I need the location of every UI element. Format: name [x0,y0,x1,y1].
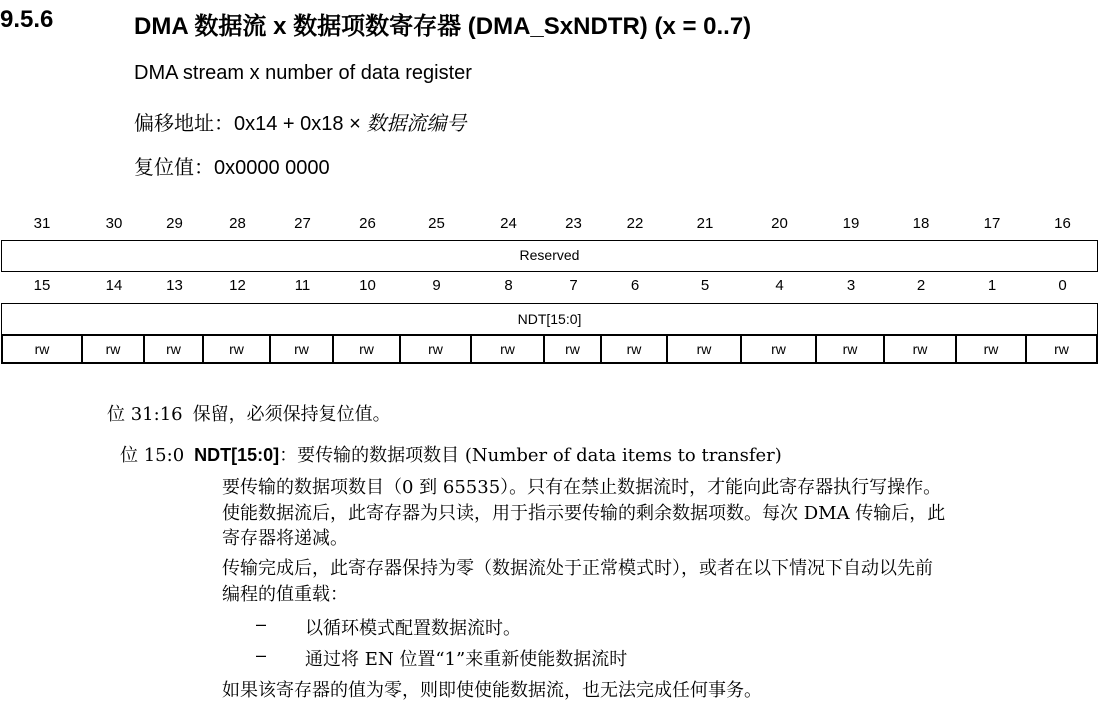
bit-number: 31 [33,215,51,232]
bit-number: 10 [359,277,376,294]
ndt-field [1,303,1098,336]
offset-stream-number: 数据流编号 [366,111,467,135]
bit-number: 16 [1054,215,1071,232]
bit-number: 2 [916,277,926,294]
bit-number: 7 [569,277,578,294]
reset-label: 复位值： [134,155,214,179]
bit-number: 28 [229,215,246,232]
bit-number: 26 [359,215,376,232]
access-cell: rw [145,334,204,364]
bit-number: 6 [630,277,640,294]
ndt-paragraph-4: 如果该寄存器的值为零，则即使使能数据流，也无法完成任何事务。 [222,680,762,701]
bits-15-0-header [120,441,782,467]
access-cell: rw [817,334,885,364]
upper-bit-numbers [0,215,1100,235]
bit-number: 14 [105,277,123,294]
access-cell: rw [1,334,83,364]
bits-15-0-label: 位 15:0 [120,445,185,466]
offset-value: 0x14 + 0x18 × [234,113,367,135]
bit-number: 9 [432,277,441,294]
ndt-field-name: NDT[15:0] [194,445,280,465]
access-cell: rw [742,334,817,364]
reserved-field [1,240,1098,272]
bit-number: 5 [700,277,710,294]
ndt-paragraph-2a: 使能数据流后，此寄存器为只读，用于指示要传输的剩余数据项数。每次 DMA 传输后，此 [222,503,946,524]
lower-bit-numbers [0,277,1100,297]
bits-31-16-label: 位 31:16 [107,404,183,425]
offset-address [134,107,466,136]
bit-number: 29 [166,215,183,232]
bit-number: 24 [500,215,517,232]
access-row [1,334,1098,364]
reset-value-text: 0x0000 0000 [214,157,330,179]
access-cell: rw [334,334,401,364]
section-number: 9.5.6 [0,6,54,33]
ndt-field-title: ：要传输的数据项数目 (Number of data items to transfer) [279,445,782,466]
access-cell: rw [472,334,545,364]
ndt-paragraph-3a: 传输完成后，此寄存器保持为零（数据流处于正常模式时），或者在以下情况下自动以先前 [222,558,933,579]
offset-label: 偏移地址： [134,111,234,135]
bits-31-16-desc [107,400,391,426]
bit-number: 11 [294,277,311,294]
bit-number: 18 [912,215,930,232]
bits-31-16-text: 保留，必须保持复位值。 [192,404,391,425]
section-title: DMA 数据流 x 数据项数寄存器 (DMA_SxNDTR) (x = 0..7) [134,13,752,40]
bit-number: 20 [771,215,788,232]
access-cell: rw [957,334,1027,364]
bit-number: 12 [229,277,246,294]
access-cell: rw [545,334,602,364]
bit-number: 4 [775,277,784,294]
bit-number: 23 [565,215,582,232]
bit-number: 13 [166,277,183,294]
bit-number: 19 [842,215,860,232]
access-cell: rw [83,334,145,364]
bit-number: 27 [294,215,311,232]
reserved-label: Reserved [519,247,580,263]
access-cell: rw [204,334,271,364]
bit-number: 22 [626,215,644,232]
ndt-paragraph-1: 要传输的数据项数目（0 到 65535）。只有在禁止数据流时，才能向此寄存器执行写操作。 [222,477,942,498]
bullet-text-1: 以循环模式配置数据流时。 [305,618,521,639]
ndt-paragraph-2b: 寄存器将递减。 [222,528,348,549]
access-cell: rw [602,334,668,364]
access-cell: rw [271,334,334,364]
bit-number: 30 [105,215,123,232]
access-cell: rw [401,334,472,364]
access-cell: rw [885,334,957,364]
bit-number: 8 [504,277,513,294]
access-cell: rw [668,334,742,364]
reset-value [134,151,330,180]
bullet-text-2: 通过将 EN 位置“1”来重新使能数据流时 [305,649,628,670]
bit-number: 21 [696,215,714,232]
ndt-paragraph-3b: 编程的值重载： [222,584,348,605]
bit-number: 25 [428,215,445,232]
access-cell: rw [1027,334,1098,364]
bit-number: 3 [846,277,856,294]
bit-number: 15 [33,277,51,294]
register-subtitle: DMA stream x number of data register [134,62,472,84]
ndt-field-label: NDT[15:0] [517,311,582,327]
bullet-dash-1: – [256,614,267,634]
bit-number: 1 [987,277,997,294]
bit-number: 17 [983,215,1001,232]
bit-number: 0 [1058,277,1067,294]
bullet-dash-2: – [256,645,267,665]
